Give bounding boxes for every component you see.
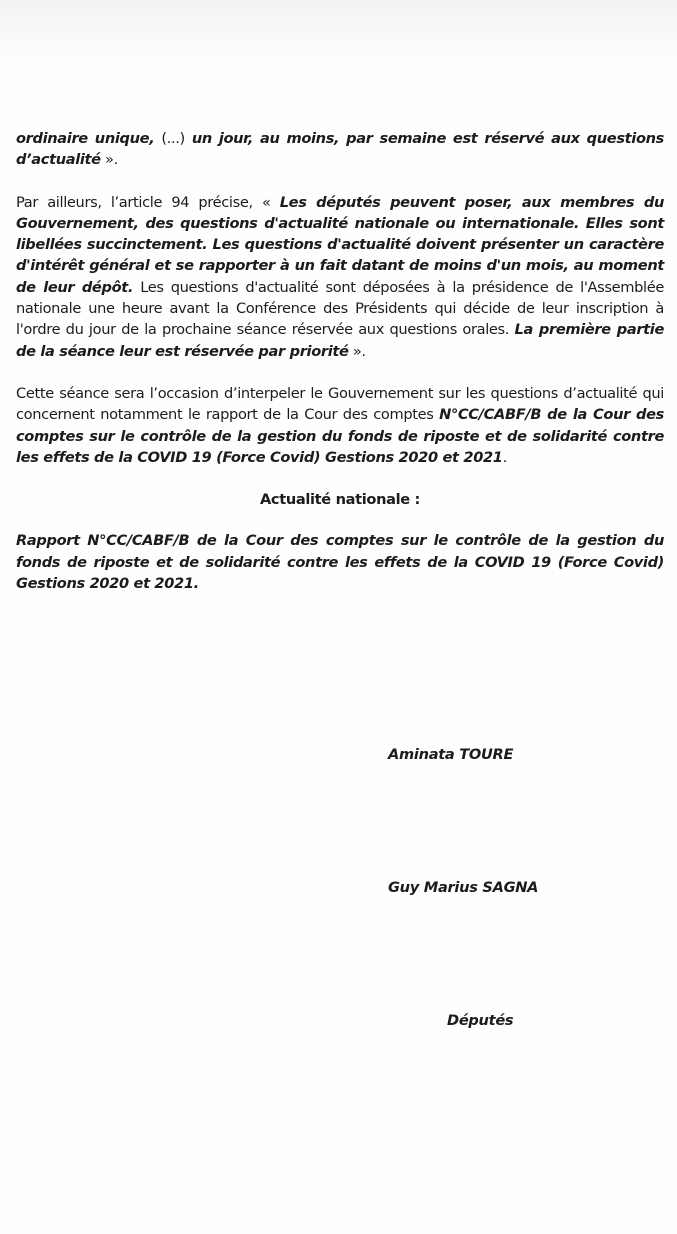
article-quote-1: Les députés peuvent poser, aux membres du Gouvernement, des questions d'actualité nationale ou internationale. Elles sont libellées succinctement. Les questions d'actualité doivent présenter un caractère d'intérêt général et se rapporter à un fait datant de moins d'un mois, au moment de leur dépôt. <box>16 193 664 296</box>
section-heading: Actualité nationale : <box>259 491 421 509</box>
article-body: Les questions d'actualité sont déposées à la présidence de l'Assemblée nationale une heure avant la Conférence des Présidents qui décide de leur inscription à l'ordre du jour de la prochaine séance réservée aux questions orales. <box>16 278 664 339</box>
quote-start: ordinaire unique, <box>16 130 162 147</box>
article-close: ». <box>348 342 366 360</box>
article-intro: Par ailleurs, l’article 94 précise, « <box>16 193 280 211</box>
document-body <box>16 128 664 594</box>
signature-title: Députés <box>447 1012 514 1029</box>
quote-close: ». <box>100 151 118 169</box>
seance-end: . <box>502 448 507 466</box>
report-reference: N°CC/CABF/B de la Cour des comptes sur le contrôle de la gestion du fonds de riposte et de solidarité contre les effets de la COVID 19 (Force Covid) Gestions 2020 et 2021 <box>16 406 664 466</box>
paragraph-article-94 <box>16 192 664 362</box>
paragraph-report-title: Rapport N°CC/CABF/B de la Cour des comptes sur le contrôle de la gestion du fonds de riposte et de solidarité contre les effets de la COVID 19 (Force Covid) Gestions 2020 et 2021. <box>16 532 664 593</box>
paragraph-rule-excerpt <box>16 128 664 171</box>
signature-name-1: Aminata TOURE <box>388 746 514 763</box>
seance-intro: Cette séance sera l’occasion d’interpeler le Gouvernement sur les questions d’actualité qui concernent notamment le rapport de la Cour des comptes <box>16 384 664 424</box>
article-quote-2: La première partie de la séance leur est réservée par priorité <box>16 321 664 360</box>
ellipsis: (...) <box>161 130 185 147</box>
paragraph-seance <box>16 383 664 468</box>
signature-name-2: Guy Marius SAGNA <box>388 879 539 896</box>
quote-rest: un jour, au moins, par semaine est réservé aux questions d’actualité <box>16 130 664 169</box>
